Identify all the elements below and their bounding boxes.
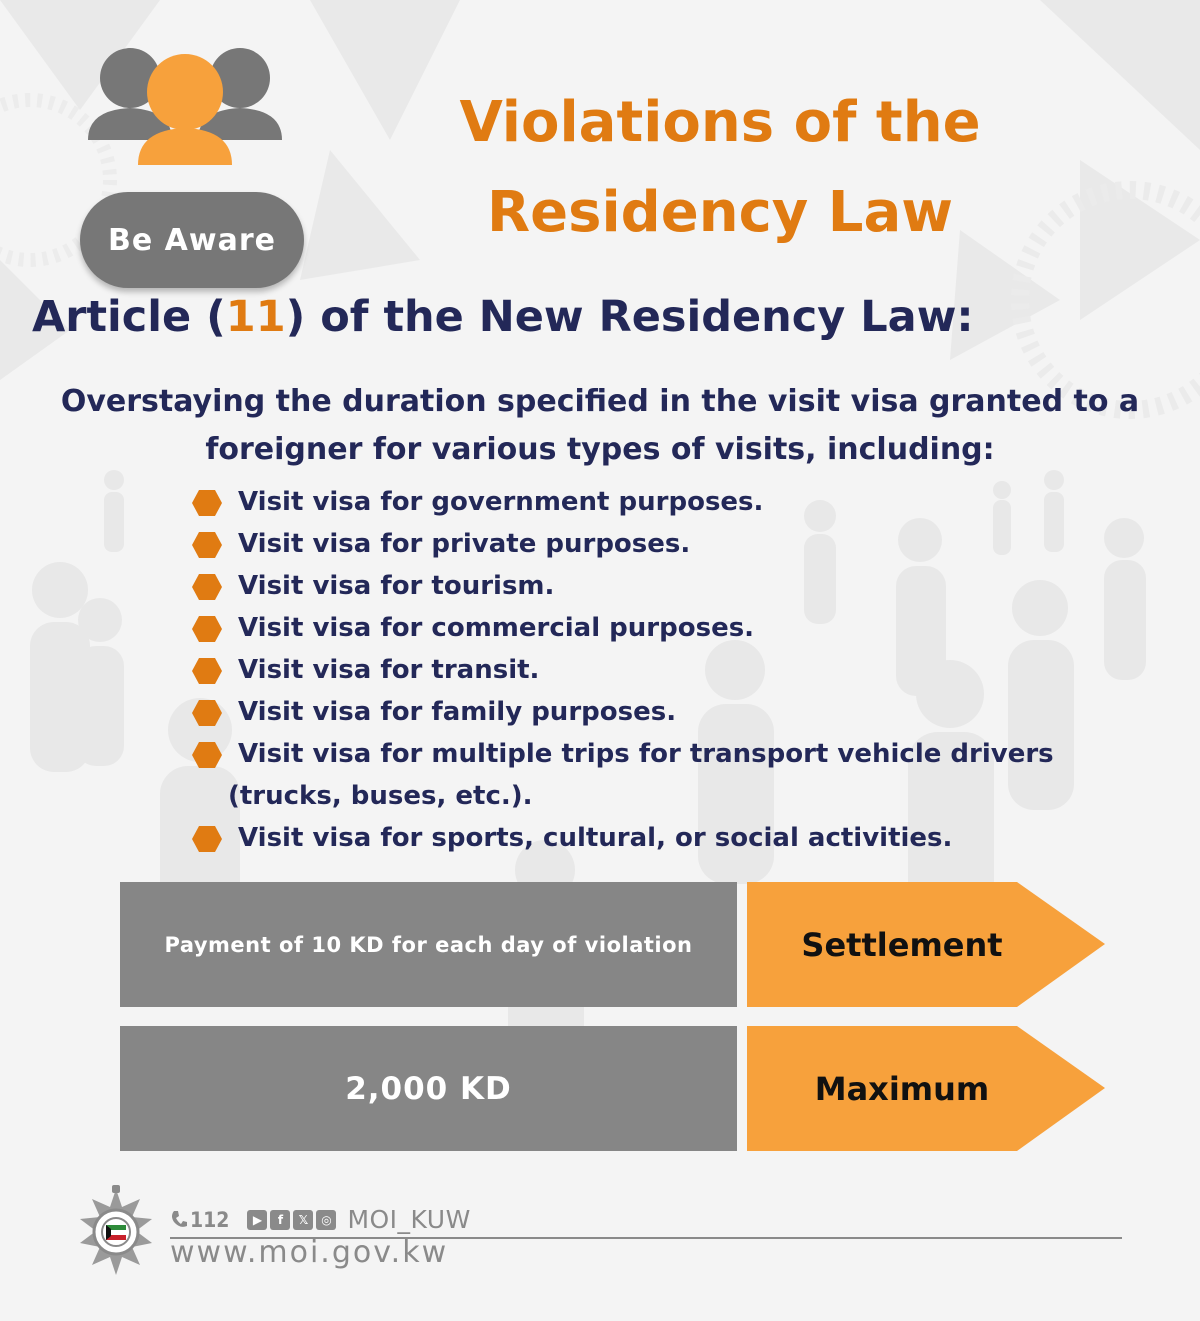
settlement-label: Settlement — [801, 925, 1003, 964]
instagram-icon[interactable]: ◎ — [316, 1210, 336, 1230]
hexagon-bullet-icon — [192, 658, 222, 684]
website-link[interactable]: www.moi.gov.kw — [170, 1235, 449, 1270]
phone-icon — [170, 1210, 188, 1230]
hexagon-bullet-icon — [192, 700, 222, 726]
list-item — [190, 691, 1090, 733]
maximum-row — [120, 1026, 1110, 1151]
maximum-value: 2,000 KD — [120, 1026, 737, 1151]
be-aware-label: Be Aware — [80, 192, 304, 288]
article-number: 11 — [225, 292, 286, 342]
list-item-continuation: (trucks, buses, etc.). — [228, 781, 533, 811]
hexagon-bullet-icon — [192, 490, 222, 516]
settlement-row — [120, 882, 1110, 1007]
emergency-phone[interactable]: 112 — [190, 1207, 230, 1232]
article-suffix: ) of the New Residency Law: — [285, 292, 974, 342]
list-item — [190, 733, 1090, 817]
hexagon-bullet-icon — [192, 616, 222, 642]
list-item — [190, 607, 1090, 649]
title-line-2: Residency Law — [487, 180, 953, 245]
footer — [70, 1185, 1122, 1285]
intro-paragraph: Overstaying the duration specified in the visit visa granted to a foreigner for various types of visits, including: — [60, 384, 1140, 467]
settlement-value: Payment of 10 KD for each day of violation — [120, 882, 737, 1007]
list-item — [190, 523, 1090, 565]
list-item-text: Visit visa for commercial purposes. — [238, 613, 755, 643]
page-title — [420, 78, 1020, 258]
list-item-text: Visit visa for private purposes. — [238, 529, 691, 559]
hexagon-bullet-icon — [192, 742, 222, 768]
list-item-text: Visit visa for sports, cultural, or social activities. — [238, 823, 953, 853]
contact-row — [170, 1205, 471, 1234]
people-group-icon — [80, 40, 310, 210]
list-item — [190, 649, 1090, 691]
list-item-text: Visit visa for government purposes. — [238, 487, 764, 517]
article-heading — [32, 292, 974, 342]
hexagon-bullet-icon — [192, 574, 222, 600]
list-item — [190, 565, 1090, 607]
list-item-text: Visit visa for family purposes. — [238, 697, 677, 727]
title-line-1: Violations of the — [459, 90, 981, 155]
list-item — [190, 817, 1090, 859]
list-item-text: Visit visa for tourism. — [238, 571, 555, 601]
list-item-text: Visit visa for transit. — [238, 655, 540, 685]
visa-type-list — [190, 481, 1090, 859]
maximum-label: Maximum — [814, 1069, 990, 1108]
hexagon-bullet-icon — [192, 532, 222, 558]
list-item-text: Visit visa for multiple trips for transport vehicle drivers — [238, 739, 1054, 769]
hexagon-bullet-icon — [192, 826, 222, 852]
facebook-icon[interactable]: f — [270, 1210, 290, 1230]
be-aware-badge — [80, 40, 310, 258]
kuwait-police-emblem — [70, 1185, 162, 1281]
social-icons — [247, 1210, 339, 1230]
article-prefix: Article ( — [32, 292, 226, 342]
list-item — [190, 481, 1090, 523]
x-icon[interactable]: 𝕏 — [293, 1210, 313, 1230]
social-handle[interactable]: MOI_KUW — [347, 1205, 471, 1234]
youtube-icon[interactable]: ▶ — [247, 1210, 267, 1230]
